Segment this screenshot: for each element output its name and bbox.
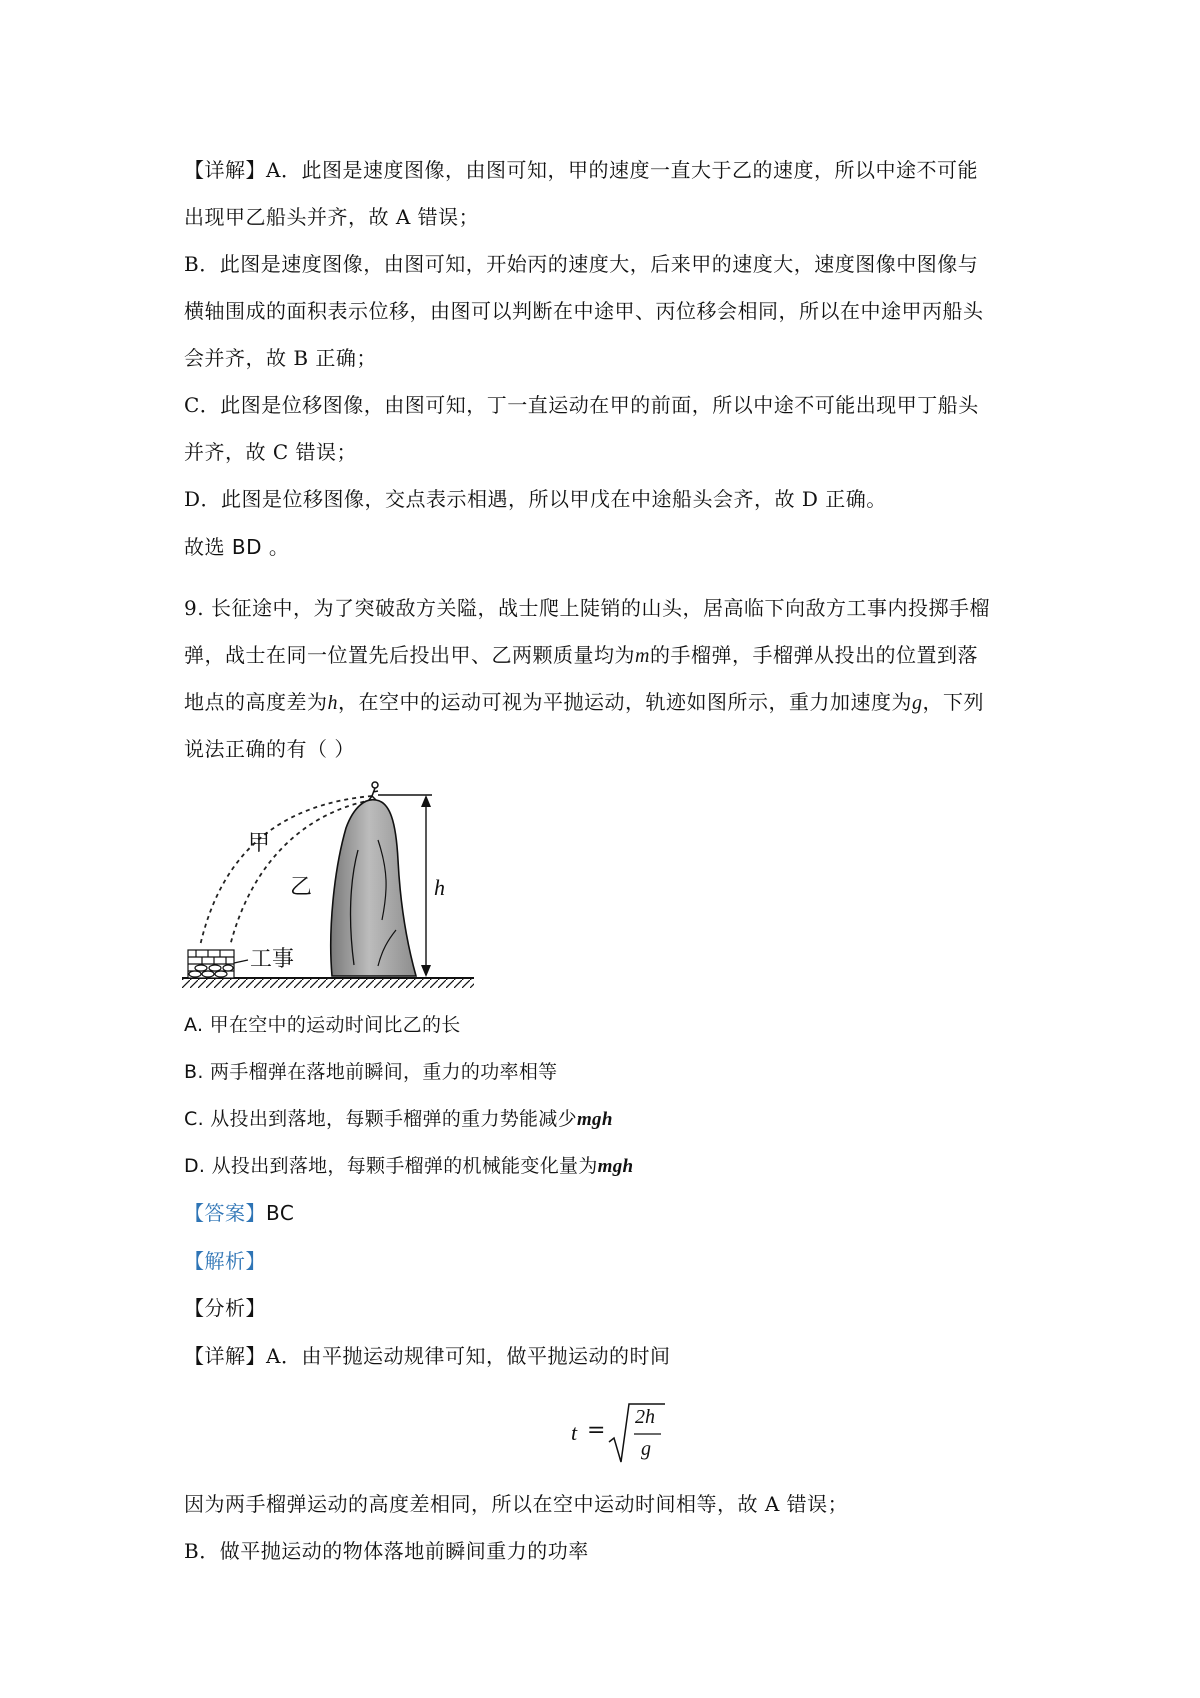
prev-explanation-b-line2: 横轴围成的面积表示位移，由图可以判断在中途甲、丙位移会相同，所以在中途甲丙船头 <box>184 299 984 323</box>
fenxi-label: 【分析】 <box>184 1296 266 1320</box>
choice-suffix: 。 <box>268 535 290 559</box>
prev-explanation-b-line3: 会并齐，故 B 正确； <box>184 346 377 370</box>
prev-explanation-c-line2: 并齐，故 C 错误； <box>184 440 358 464</box>
conclusion-a-line: 因为两手榴弹运动的高度差相同，所以在空中运动时间相等，故 A 错误； <box>184 1492 849 1516</box>
question9-line3-b: ，在空中的运动可视为平抛运动，轨迹如图所示，重力加速度为 <box>338 690 912 714</box>
question9-line3 <box>184 687 984 718</box>
soldier-icon <box>369 782 378 800</box>
question9-line1: 9. 长征途中，为了突破敌方关隘，战士爬上陡销的山头，居高临下向敌方工事内投掷手榴 <box>184 596 990 620</box>
answer-value: BC <box>266 1201 295 1225</box>
question9-line2-a: 弹，战士在同一位置先后投出甲、乙两颗质量均为 <box>184 643 635 667</box>
option-c-math: mgh <box>576 1109 613 1130</box>
formula-denominator: g <box>641 1438 651 1460</box>
option-d-math: mgh <box>597 1156 634 1177</box>
option-c-letter: C. <box>184 1108 204 1130</box>
time-formula <box>565 1398 675 1468</box>
formula-numerator: 2h <box>635 1406 655 1428</box>
detail-a-line: 【详解】A．由平抛运动规律可知，做平抛运动的时间 <box>184 1344 671 1368</box>
option-d <box>184 1151 633 1182</box>
option-d-letter: D. <box>184 1155 206 1177</box>
choice-value: BD <box>231 535 262 559</box>
label-yi: 乙 <box>290 875 313 900</box>
fortification <box>188 950 234 978</box>
answer-line <box>184 1198 294 1228</box>
rock <box>331 800 416 976</box>
question9-line2-b: 的手榴弹，手榴弹从投出的位置到落 <box>649 643 978 667</box>
label-h: h <box>434 875 445 900</box>
formula-eq: = <box>587 1418 606 1443</box>
option-a-letter: A. <box>184 1014 204 1036</box>
prev-explanation-d-line1: D．此图是位移图像，交点表示相遇，所以甲戊在中途船头会齐，故 D 正确。 <box>184 487 887 511</box>
option-c <box>184 1104 613 1135</box>
question9-line2 <box>184 640 978 671</box>
question9-line3-c: ，下列 <box>922 690 984 714</box>
prev-explanation-choice <box>184 532 289 562</box>
option-b-text: 两手榴弹在落地前瞬间，重力的功率相等 <box>210 1061 558 1083</box>
prev-explanation-b-line1: B．此图是速度图像，由图可知，开始丙的速度大，后来甲的速度大，速度图像中图像与 <box>184 252 979 276</box>
ground-hatch <box>182 979 474 988</box>
formula-lhs: t <box>571 1420 578 1445</box>
label-gongshi: 工事 <box>250 947 295 972</box>
option-b-letter: B. <box>184 1061 204 1083</box>
option-a-text: 甲在空中的运动时间比乙的长 <box>209 1014 461 1036</box>
prev-explanation-a-line1: 【详解】A．此图是速度图像，由图可知，甲的速度一直大于乙的速度，所以中途不可能 <box>184 158 978 182</box>
projectile-figure <box>182 780 482 990</box>
option-d-text: 从投出到落地，每颗手榴弹的机械能变化量为 <box>211 1155 598 1177</box>
question9-line3-a: 地点的高度差为 <box>184 690 328 714</box>
option-b <box>184 1057 557 1087</box>
detail-b-line: B．做平抛运动的物体落地前瞬间重力的功率 <box>184 1539 589 1563</box>
answer-label: 【答案】 <box>184 1201 266 1225</box>
variable-g: g <box>912 692 923 714</box>
prev-explanation-a-line2: 出现甲乙船头并齐，故 A 错误； <box>184 205 480 229</box>
question9-line4: 说法正确的有（ ） <box>184 737 355 761</box>
option-a <box>184 1010 461 1040</box>
variable-h: h <box>327 692 338 714</box>
variable-m: m <box>635 645 650 667</box>
option-c-text: 从投出到落地，每颗手榴弹的重力势能减少 <box>210 1108 577 1130</box>
analysis-label: 【解析】 <box>184 1249 266 1273</box>
label-jia: 甲 <box>248 831 271 856</box>
choice-prefix: 故选 <box>184 535 225 559</box>
prev-explanation-c-line1: C．此图是位移图像，由图可知，丁一直运动在甲的前面，所以中途不可能出现甲丁船头 <box>184 393 979 417</box>
